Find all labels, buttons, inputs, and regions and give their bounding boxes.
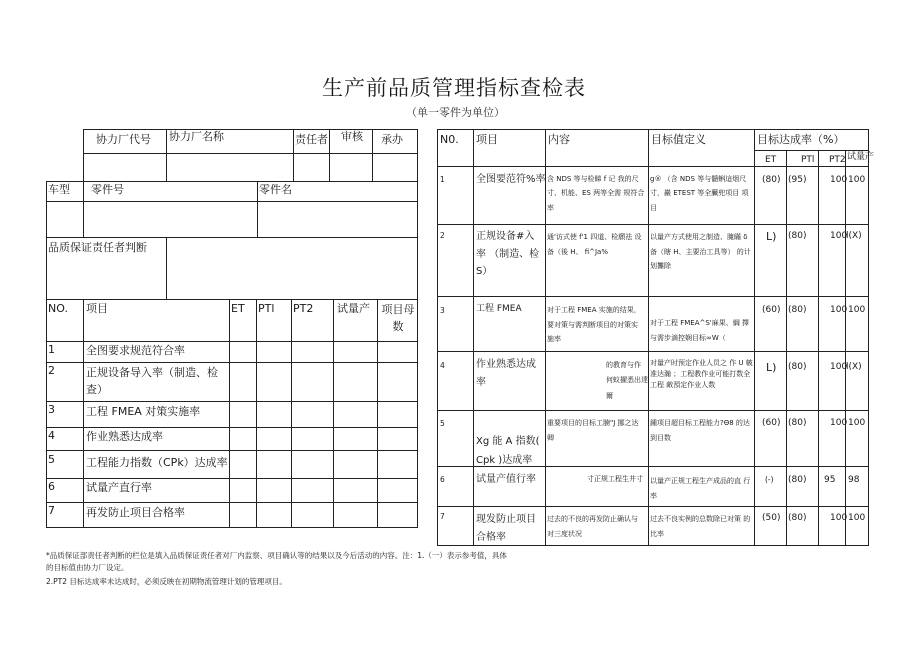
left-row-no: 5 — [48, 453, 55, 466]
r-row-et: L) — [766, 361, 777, 374]
r-row-item: 工程 FMEA — [476, 304, 522, 314]
page-title: 生产前品质管理指标查检表 — [322, 76, 586, 100]
left-row-item: 工程能力指数（CPk）达成率 — [86, 456, 228, 469]
r-row-content: 的教育与作 何蚁擢悉出達爾 — [606, 361, 648, 400]
footnote-line: 的目标值由协力厂设定。 — [46, 563, 129, 572]
r-subcol-pt1: PTl — [801, 155, 815, 165]
car-model-label: 车型 — [48, 183, 70, 196]
r-row-pt1: (80) — [788, 305, 807, 315]
r-row-content: 重要项目的目标工腩"J 挪之达卿 — [547, 419, 639, 443]
r-row-definition: g® （含 NDS 等与髓蝌這烟尺 寸，巖 ETEST 等全臟兜项目 项目 — [650, 175, 749, 212]
r-row-no: 2 — [440, 231, 445, 240]
col-item: 项目 — [86, 302, 108, 315]
r-row-trial: l(X) — [846, 362, 862, 372]
left-row-no: 7 — [48, 504, 55, 517]
r-row-item: Xg 能 A 指数( Cpk )达成率 — [476, 436, 540, 466]
r-row-et: (60) — [762, 305, 781, 315]
r-row-definition: 对于工程 FMEA^S'麻果、綱 擇与需步滴控娴目标∞W（ — [650, 319, 749, 342]
r-row-et: L) — [766, 230, 777, 243]
r-row-trial: 100 — [848, 305, 866, 315]
r-row-definition: 以量产方式使用之制造、腌瞞 δ备（瞎 H、主要治工具等） 的计划攤除 — [650, 233, 751, 271]
part-name-label: 零件名 — [259, 183, 292, 196]
r-row-content: 通'访式使 f'1 四道、检願祛 设备（後 H、 fi^Ja% — [547, 233, 642, 256]
r-row-trial: 98 — [848, 475, 860, 485]
r-row-definition: 对量产时预定作业人员之 作 U 帔准达瀚 ；工程教作业可能打数全工程 敵預定作业人数 — [650, 359, 753, 389]
r-row-pt2: 100 — [830, 305, 848, 315]
r-row-trial: 100 — [848, 513, 866, 523]
r-row-definition: 鍾项目超目标工程能力?Θ8 的达 到目数 — [650, 419, 750, 443]
r-row-pt2: 100 — [830, 418, 848, 428]
qa-judgment-label: 品质保证责任者判断 — [48, 241, 147, 254]
review-label: 审核 — [341, 130, 363, 143]
handler-label: 承办 — [381, 133, 403, 146]
r-col-content: 内容 — [548, 133, 570, 146]
responsible-label: 责任者 — [295, 133, 328, 146]
r-row-definition: 以量产正规工程生产成品的直 行率 — [650, 477, 751, 500]
r-row-pt2: 95 — [824, 475, 836, 485]
col-pt2: PT2 — [293, 302, 314, 315]
left-row-no: 6 — [48, 480, 55, 493]
r-row-no: 3 — [440, 306, 445, 315]
left-row-no: 4 — [48, 429, 55, 442]
r-row-pt1: (95) — [788, 175, 807, 185]
left-row-item: 正规设备导入率（制造、检查） — [86, 366, 218, 396]
r-row-no: 4 — [440, 361, 445, 370]
part-no-label: 零件号 — [91, 183, 124, 196]
r-row-et: (60) — [762, 418, 781, 428]
col-et: ET — [231, 302, 245, 315]
r-row-item: 正规设备#入率 （制造、检 S） — [476, 231, 540, 277]
col-trial: 试量产 — [337, 302, 370, 315]
r-row-pt1: (80) — [788, 513, 807, 523]
page-subtitle: （单一零件为单位） — [406, 106, 505, 119]
r-row-pt2: 100 — [830, 231, 848, 241]
r-row-pt2: 100 — [830, 175, 848, 185]
r-row-et: (50) — [762, 513, 781, 523]
left-row-item: 工程 FMEA 对策实施率 — [86, 405, 201, 418]
r-row-trial: l(X) — [846, 231, 862, 241]
r-row-item: 现发防止项目 合格率 — [476, 514, 536, 543]
r-row-pt1: (80) — [788, 362, 807, 372]
r-row-et: (80) — [762, 175, 781, 185]
r-row-no: 1 — [440, 175, 445, 184]
left-row-no: 1 — [48, 343, 55, 356]
col-pt1: PTl — [258, 302, 275, 315]
left-row-item: 再发防止项目合格率 — [86, 506, 185, 519]
r-col-achievement: 目标达成率（%） — [757, 133, 845, 146]
r-row-definition: 过去不良实例的总数除已对策 的比率 — [650, 515, 751, 538]
r-col-no: N0. — [440, 133, 459, 146]
r-row-pt1: (80) — [788, 418, 807, 428]
footnote-line: *品质保证部责任者判断的栏位是填入品质保证责任者对厂内监察、项目确认等的结果以及今后活动的内容。注：1.（一）表示参考值，具体 — [46, 551, 507, 560]
r-row-pt2: 100 — [830, 513, 848, 523]
r-col-definition: 目标值定义 — [651, 133, 706, 146]
r-row-trial: 100 — [848, 175, 866, 185]
left-row-item: 试量产直行率 — [86, 481, 152, 494]
supplier-code-label: 协力厂代号 — [96, 133, 151, 146]
r-row-content: 含 NDS 等与检睇 f 记 我的尺寸、机能、ES 两等全需 规符合率 — [547, 175, 645, 212]
col-no: NO. — [48, 302, 68, 315]
r-row-pt1: (80) — [788, 231, 807, 241]
footnote-line: 2.PT2 目标达成率未达成时，必须反映在初期物流管理计划的管理项目。 — [46, 577, 287, 586]
r-row-item: 试量产值行率 — [476, 474, 536, 485]
r-subcol-pt2: PT2 — [829, 155, 846, 165]
r-row-content: 对于工程 FMEA 实施的结果， 要对策与需判断项目的对策实 施率 — [547, 306, 641, 344]
r-row-item: 作业熟悉达成 率 — [476, 359, 536, 388]
r-row-pt2: 100 — [830, 362, 848, 372]
left-row-item: 作业熟悉达成率 — [86, 430, 163, 443]
r-col-item: 项目 — [476, 133, 498, 146]
r-subcol-trial: 试量产 — [847, 152, 875, 162]
r-row-no: 6 — [440, 475, 445, 484]
r-row-content: 过去的不良的再发防止确认与 对三度状况 — [547, 515, 638, 538]
r-row-no: 7 — [440, 512, 445, 521]
r-row-trial: 100 — [848, 418, 866, 428]
col-item-count: 项目母数 — [381, 303, 415, 333]
left-row-no: 3 — [48, 403, 55, 416]
left-row-no: 2 — [48, 364, 55, 377]
r-subcol-et: ET — [765, 155, 777, 165]
left-row-item: 全图要求规范符合率 — [86, 344, 185, 357]
supplier-name-label: 协力厂名称 — [169, 130, 224, 143]
r-row-no: 5 — [440, 419, 445, 428]
r-row-item: 全图要范符%率 — [476, 174, 546, 185]
r-row-content: 寸正规工程生井寸 — [587, 475, 643, 483]
r-row-et: (-) — [765, 475, 774, 484]
r-row-pt1: (80) — [788, 475, 807, 485]
